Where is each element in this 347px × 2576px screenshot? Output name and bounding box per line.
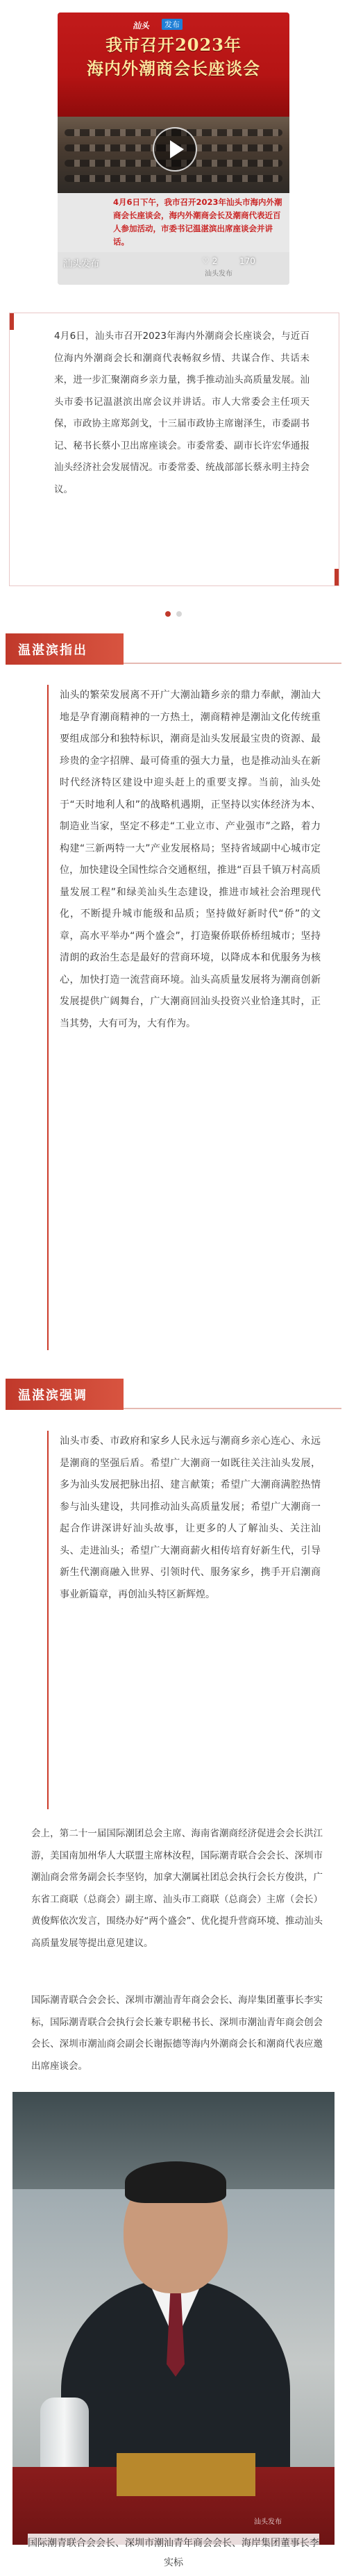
- view-count: 170: [239, 256, 255, 266]
- carousel-dot-active[interactable]: [165, 611, 171, 617]
- carousel-dot[interactable]: [176, 611, 182, 617]
- like-button[interactable]: [202, 256, 217, 266]
- video-logo-tag: 发布: [162, 19, 183, 30]
- photo-watermark: 汕头发布: [254, 2518, 282, 2526]
- video-account-name: 汕头发布: [63, 259, 100, 269]
- section2-quote: [47, 1431, 336, 1809]
- corner-accent: [10, 313, 14, 330]
- section-underline: [124, 1408, 341, 1409]
- video-title-line2: 海内外潮商会长座谈会: [87, 58, 260, 78]
- video-banner: [58, 13, 289, 117]
- section1-quote: [47, 685, 336, 1350]
- heart-icon: ♡: [202, 256, 210, 266]
- intro-box: [9, 313, 339, 586]
- play-icon[interactable]: [153, 127, 197, 172]
- section-title-2: 温湛滨强调: [18, 1388, 87, 1403]
- video-caption: 4月6日下午，我市召开2023年汕头市海内外潮商会长座谈会，海内外潮商会长及潮商代表近百人参加活动，市委书记温湛滨出席座谈会并讲话。: [113, 197, 282, 247]
- photo-caption: 国际潮青联合会会长、深圳市潮汕青年商会会长、海岸集团董事长李实标: [28, 2534, 319, 2573]
- section1-text: 汕头的繁荣发展离不开广大潮汕籍乡亲的鼎力奉献，潮汕大地是孕育潮商精神的一方热土，潮商精神是潮汕文化传统重要组成部分和独特标识，潮商是汕头发展最宝贵的资源、最珍贵的金字招牌、最可倚重的强大力量，也是推动汕头在新时代经济特区建设中迎头赶上的重要支撑。当前，汕头处于“天时地利人和”的战略机遇期，正坚持以实体经济为本、制造业当家，坚定不移走“工业立市、产业强市”之路，着力构建“三新两特一大”产业发展格局；坚持省域副中心城市定位，加快建设全国性综合交通枢纽，推进“百县千镇万村高质量发展工程”和绿美汕头生态建设，推进市域社会治理现代化，不断提升城市能级和品质；坚持做好新时代“侨”的文章，高水平举办“两个盛会”，打造聚侨联侨桥纽城市；坚持清朗的政治生态是最好的营商环境，以降成本和优服务为核心，加快打造一流营商环境。汕头高质量发展将为潮商创新发展提供广阔舞台，广大潮商回汕头投资兴业恰逢其时，正当其势，大有可为，大有作为。: [60, 690, 321, 1029]
- video-channel-logo: 汕头发布: [205, 270, 232, 278]
- video-player[interactable]: [58, 13, 289, 285]
- corner-accent: [335, 569, 339, 585]
- section-title-1: 温湛滨指出: [18, 643, 87, 658]
- like-count: 2: [212, 256, 218, 266]
- intro-text: 4月6日，汕头市召开2023年海内外潮商会长座谈会，与近百位海内外潮商会长和潮商代表畅叙乡情、共谋合作、共话未来，进一步汇聚潮商乡亲力量，携手推动汕头高质量发展。汕头市委书记温湛滨出席会议并讲话。市人大常委会主任项天保，市政协主席郑剑戈，十三届市政协主席谢泽生，市委副书记、秘书长蔡小卫出席座谈会。市委常委、副市长许宏华通报汕头经济社会发展情况。市委常委、统战部部长蔡永明主持会议。: [54, 331, 310, 495]
- attendees-paragraph: 国际潮青联合会会长、深圳市潮汕青年商会会长、海岸集团董事长李实标，国际潮青联合会执行会长兼专职秘书长、深圳市潮汕青年商会创会会长、深圳市潮汕商会副会长谢振德等海内外潮商会长和潮商代表应邀出席座谈会。: [31, 1995, 323, 2072]
- section-underline: [124, 663, 341, 664]
- section2-text: 汕头市委、市政府和家乡人民永远与潮商乡亲心连心、永远是潮商的坚强后盾。希望广大潮商一如既往关注汕头发展，多为汕头发展把脉出招、建言献策；希望广大潮商满腔热情参与汕头建设，共同推动汕头高质量发展；希望广大潮商一起合作讲深讲好汕头故事，让更多的人了解汕头、关注汕头、走进汕头；希望广大潮商薪火相传培育好新生代，引导新生代潮商融入世界、引领时代、服务家乡，携手开启潮商事业新篇章，再创汕头特区新辉煌。: [60, 1436, 321, 1600]
- video-title-line1: 我市召开2023年: [105, 35, 242, 55]
- video-caption-panel: [58, 193, 289, 252]
- video-logo: 汕头: [133, 21, 150, 31]
- video-title: [58, 33, 289, 81]
- video-info-bar: [58, 252, 289, 285]
- meeting-paragraph: 会上，第二十一届国际潮团总会主席、海南省潮商经济促进会会长洪江游，美国南加州华人大联盟主席林汝程，国际潮青联合会会长、深圳市潮汕商会常务副会长李坚钧，加拿大潮属社团总会执行会长方俊洪，广东省工商联（总商会）副主席、汕头市工商联（总商会）主席（会长）黄俊辉依次发言，围绕办好“两个盛会”、优化提升营商环境、推动汕头高质量发展等提出意见建议。: [31, 1828, 323, 1949]
- nameplate: [117, 2453, 255, 2496]
- carousel-dots: [153, 611, 194, 618]
- speaker-photo: [12, 2092, 335, 2545]
- section-header-2: [6, 1379, 341, 1410]
- section-header-1: [6, 633, 341, 665]
